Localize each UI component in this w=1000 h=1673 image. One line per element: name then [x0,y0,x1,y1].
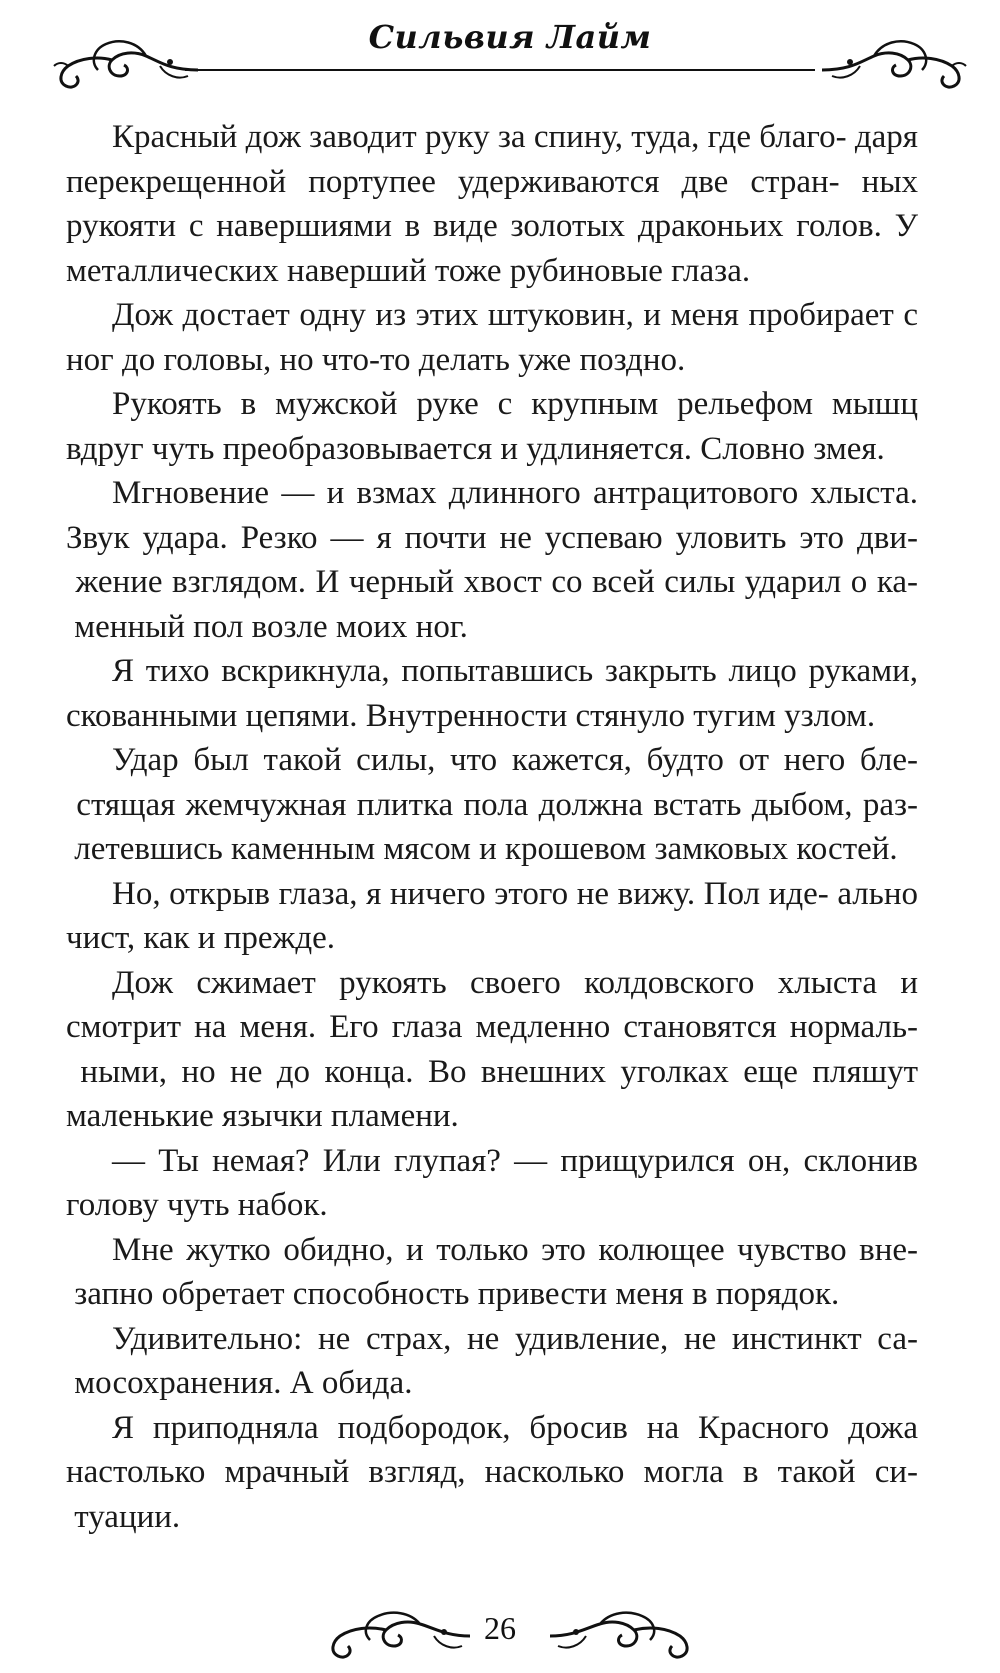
paragraph: Красный дож заводит руку за спину, туда, где благо- даря перекрещенной портупее удерживаются две стран- ных рукояти с навершиями в виде золотых драконьих голов. У металлических наверший тоже рубиновые глаза. [66,119,918,289]
paragraph: — Ты немая? Или глупая? — прищурился он, склонив голову чуть набок. [66,1142,918,1223]
paragraph: Я тихо вскрикнула, попытавшись закрыть лицо руками, скованными цепями. Внутренности стянуло тугим узлом. [66,653,918,734]
paragraph: Рукоять в мужской руке с крупным рельефом мышц вдруг чуть преобразовывается и удлиняется. Словно змея. [66,386,918,467]
paragraph: Мне жутко обидно, и только это колющее чувство вне- запно обретает способность привести меня в порядок. [66,1231,918,1312]
paragraph: Но, открыв глаза, я ничего этого не вижу. Пол иде- ально чист, как и прежде. [66,875,918,956]
scroll-ornament-footer-right-icon [548,1606,698,1664]
running-header [50,10,970,100]
paragraph: Удивительно: не страх, не удивление, не инстинкт са- мосохранения. А обида. [66,1320,918,1401]
scroll-ornament-right-icon [820,32,970,96]
page-number: 26 [484,1610,516,1646]
paragraph: Я приподняла подбородок, бросив на Красного дожа настолько мрачный взгляд, насколько могла в такой си- туации. [66,1409,918,1535]
header-rule [185,69,815,71]
running-title: Сильвия Лайм [368,18,652,56]
paragraph: Мгновение — и взмах длинного антрацитового хлыста. Звук удара. Резко — я почти не успеваю уловить это дви- жение взглядом. И черный хвост со всей силы ударил о ка- менный пол возле моих ног. [66,475,918,645]
paragraph: Дож сжимает рукоять своего колдовского хлыста и смотрит на меня. Его глаза медленно становятся нормаль- ными, но не до конца. Во внешних уголках еще пляшут маленькие язычки пламени. [66,964,918,1134]
body-text [66,115,918,1539]
paragraph: Удар был такой силы, что кажется, будто от него бле- стящая жемчужная плитка пола должна встать дыбом, раз- летевшись каменным мясом и крошевом замковых костей. [66,742,918,867]
paragraph: Дож достает одну из этих штуковин, и меня пробирает с ног до головы, но что-то делать уже поздно. [66,297,918,378]
page-footer [0,1598,1000,1668]
